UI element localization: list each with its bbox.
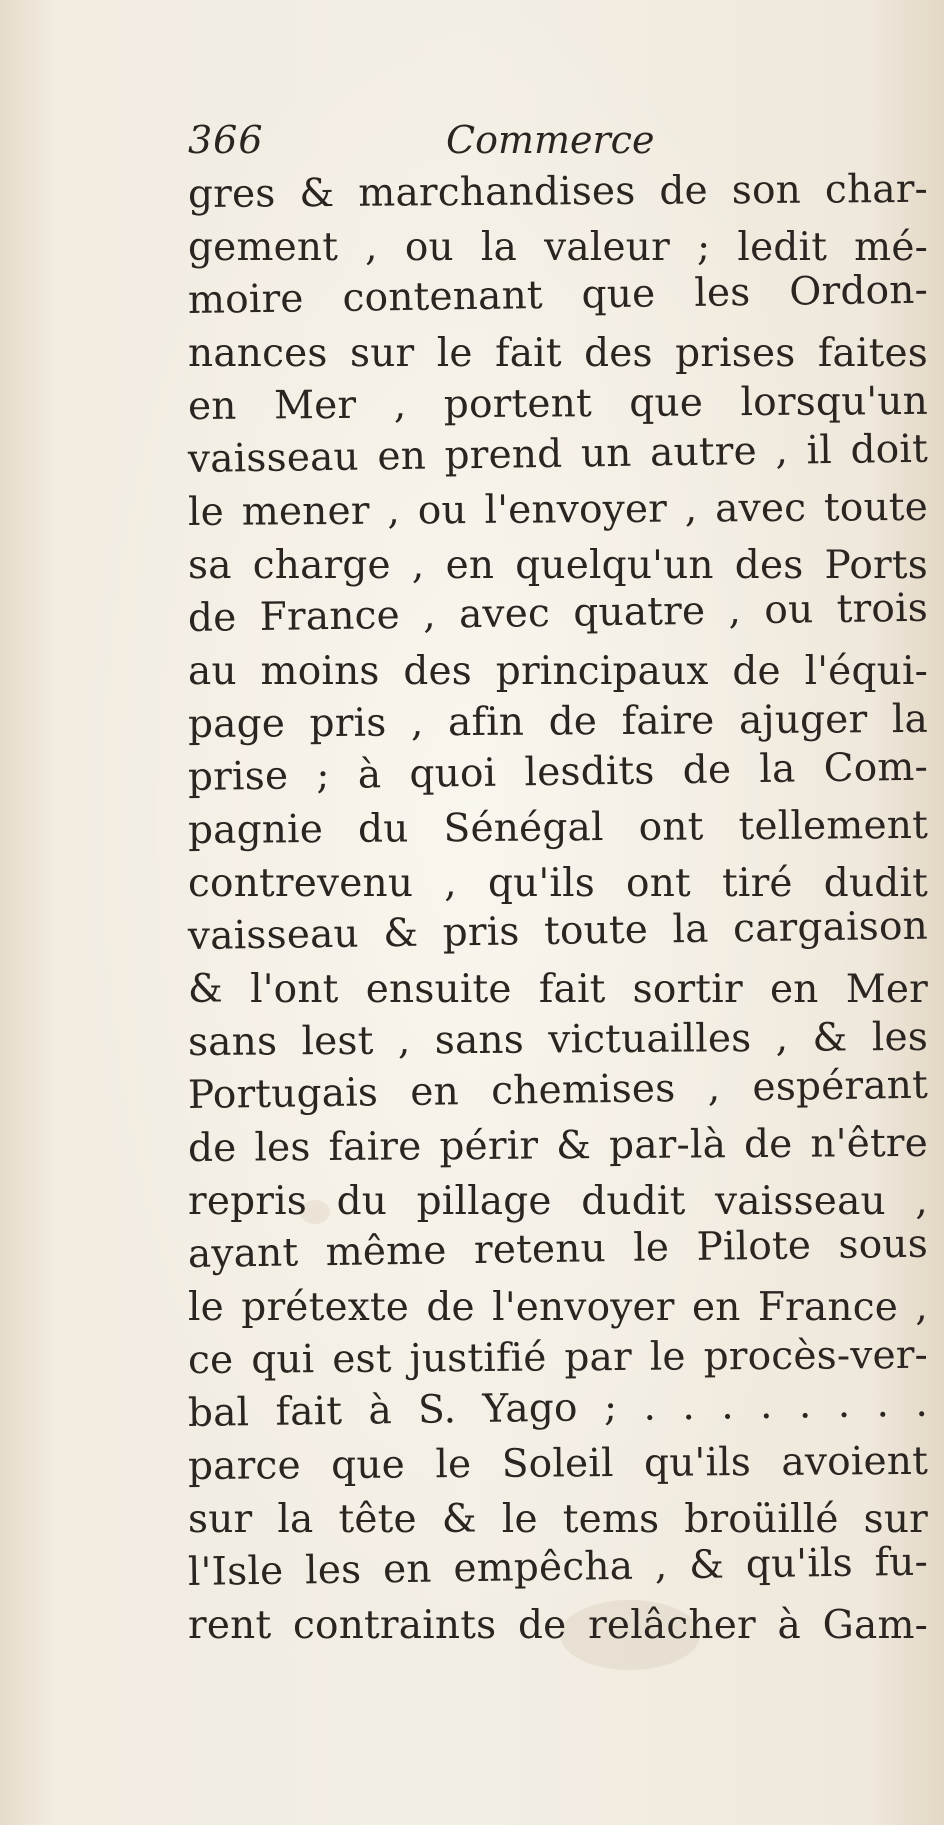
text-line: gres & marchandises de son char- <box>187 166 929 217</box>
text-line: gement , ou la valeur ; ledit mé- <box>188 225 928 270</box>
text-line: l'Isle les en empêcha , & qu'ils fu- <box>187 1539 929 1595</box>
text-line: le prétexte de l'envoyer en France , <box>188 1285 928 1330</box>
text-line: nances sur le fait des prises faites <box>188 331 928 376</box>
text-line: repris du pillage dudit vaisseau , <box>188 1179 928 1224</box>
text-line: parce que le Soleil qu'ils avoient <box>187 1438 929 1489</box>
text-line: prise ; à quoi lesdits de la Com- <box>187 744 929 800</box>
text-line: Portugais en chemises , espérant <box>187 1062 929 1118</box>
text-line: moire contenant que les Ordon- <box>187 267 929 323</box>
text-line: de les faire périr & par-là de n'être <box>187 1120 929 1171</box>
text-line: sans lest , sans victuailles , & les <box>187 1014 929 1065</box>
text-line: ce qui est justifié par le procès-ver- <box>187 1332 929 1383</box>
text-line: de France , avec quatre , ou trois <box>187 585 929 641</box>
text-line: sa charge , en quelqu'un des Ports <box>188 543 928 588</box>
text-line: sur la tête & le tems broüillé sur <box>188 1497 928 1542</box>
text-line: contrevenu , qu'ils ont tiré dudit <box>188 861 928 906</box>
text-line: le mener , ou l'envoyer , avec toute <box>187 484 929 535</box>
body-text <box>188 168 928 1652</box>
text-line: vaisseau en prend un autre , il doit <box>187 426 929 482</box>
page-number: 366 <box>188 118 264 162</box>
text-line: bal fait à S. Yago ; . . . . . . . . <box>187 1380 929 1436</box>
text-line: page pris , afin de faire ajuger la <box>187 696 929 747</box>
text-line: rent contraints de relâcher à Gam- <box>188 1603 928 1648</box>
running-title: Commerce <box>446 118 655 162</box>
text-line: au moins des principaux de l'équi- <box>188 649 928 694</box>
text-line: vaisseau & pris toute la cargaison <box>187 903 929 959</box>
text-line: pagnie du Sénégal ont tellement <box>187 802 929 853</box>
text-line: en Mer , portent que lorsqu'un <box>187 378 929 429</box>
page-header <box>188 118 748 166</box>
text-line: & l'ont ensuite fait sortir en Mer <box>188 967 928 1012</box>
text-line: ayant même retenu le Pilote sous <box>187 1221 929 1277</box>
